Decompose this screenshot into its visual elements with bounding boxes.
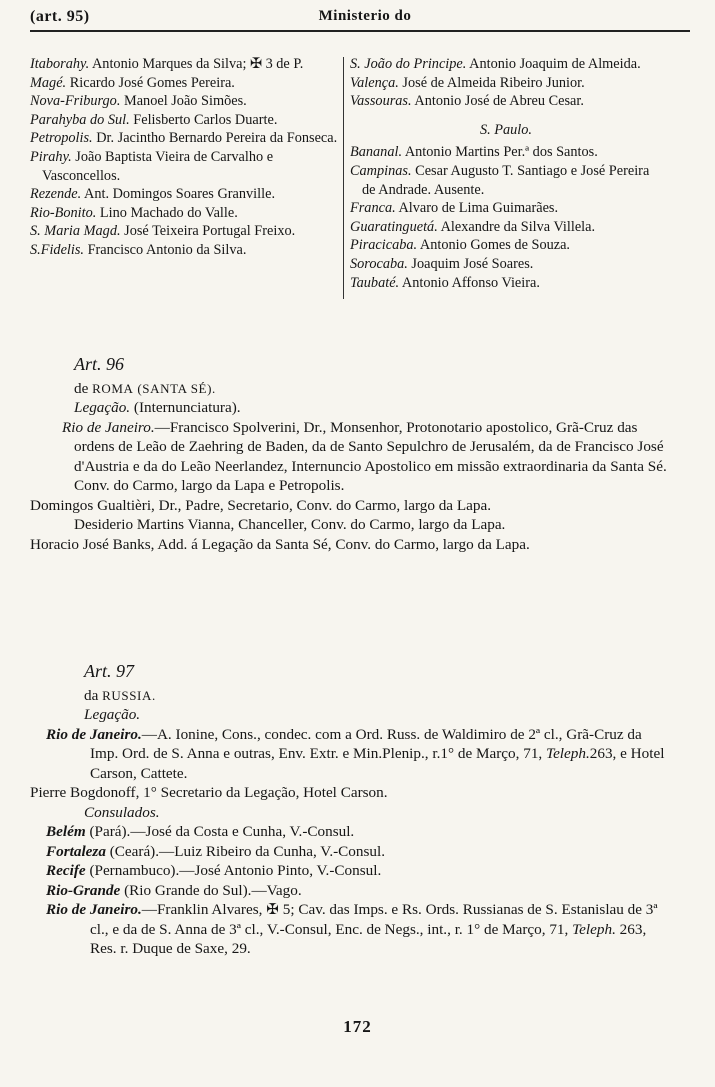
- page-number: 172: [343, 1017, 372, 1036]
- list-item: Rio de Janeiro.—A. Ionine, Cons., condec. com a Ord. Russ. de Waldimiro de 2ª cl., Grã-Cruz da Imp. Ord. de S. Anna e outras, Env. Extr. e Min.Plenip., r.1° de Março, 71, Teleph.263, e Hotel Carson, Cattete.: [46, 725, 665, 782]
- list-item: S. João do Principe. Antonio Joaquim de Almeida.: [350, 56, 641, 72]
- list-item: Rio de Janeiro.—Francisco Spolverini, Dr., Monsenhor, Protonotario apostolico, Grã-Cruz das ordens de Leão de Zaehring de Baden, da de Santo Sepulchro de Jerusalém, da de Francisco José d'Austria e da do Leão Neerlandez, Internuncio Apostolico em missão extraordinaria da Santa Sé. Conv. do Carmo, largo da Lapa e Petropolis.: [62, 418, 667, 494]
- article-subject: de ROMA (SANTA SÉ).: [74, 379, 216, 397]
- list-item: Belém (Pará).—José da Costa e Cunha, V.-Consul.: [46, 823, 355, 840]
- legation-heading: Legação. (Internunciatura).: [74, 399, 241, 416]
- list-item: Horacio José Banks, Add. á Legação da Santa Sé, Conv. do Carmo, largo da Lapa.: [30, 535, 530, 553]
- article-96: [30, 355, 670, 554]
- list-item: Pirahy. João Baptista Vieira de Carvalho e Vasconcellos.: [30, 148, 274, 184]
- list-item: Vassouras. Antonio José de Abreu Cesar.: [350, 93, 584, 110]
- list-item: Recife (Pernambuco).—José Antonio Pinto, V.-Consul.: [46, 862, 382, 879]
- list-item: Rio-Grande (Rio Grande do Sul).—Vago.: [46, 881, 302, 899]
- list-item: Bananal. Antonio Martins Per.ª dos Santos.: [350, 144, 598, 161]
- article-97: [30, 662, 670, 959]
- list-item: Parahyba do Sul. Felisberto Carlos Duarte.: [30, 111, 278, 128]
- list-item: Pierre Bogdonoff, 1° Secretario da Legação, Hotel Carson.: [30, 784, 388, 801]
- page-header: [30, 8, 695, 30]
- list-item: Rio-Bonito. Lino Machado do Valle.: [30, 204, 238, 221]
- article-subject: da RUSSIA.: [84, 686, 156, 704]
- list-item: Fortaleza (Ceará).—Luiz Ribeiro da Cunha, V.-Consul.: [46, 842, 386, 860]
- list-item: Itaborahy. Antonio Marques da Silva; ✠ 3 de P.: [30, 56, 304, 72]
- consulates-heading: Consulados.: [84, 803, 160, 821]
- list-item: Guaratinguetá. Alexandre da Silva Villela.: [350, 218, 596, 235]
- list-item: Domingos Gualtièri, Dr., Padre, Secretario, Conv. do Carmo, largo da Lapa.: [30, 496, 491, 514]
- subsection-heading: S. Paulo.: [479, 121, 533, 138]
- list-item: Valença. José de Almeida Ribeiro Junior.: [350, 74, 585, 91]
- column-divider: [343, 57, 344, 299]
- list-item: Desiderio Martins Vianna, Chanceller, Conv. do Carmo, largo da Lapa.: [74, 516, 506, 533]
- list-item: S.Fidelis. Francisco Antonio da Silva.: [30, 241, 247, 258]
- right-column: [350, 55, 662, 292]
- list-item: Piracicaba. Antonio Gomes de Souza.: [350, 237, 571, 254]
- legation-heading: Legação.: [84, 706, 141, 723]
- list-item: Rezende. Ant. Domingos Soares Granville.: [30, 186, 276, 203]
- article-title: Art. 97: [84, 661, 135, 681]
- list-item: Nova-Friburgo. Manoel João Simões.: [30, 93, 247, 110]
- list-item: Rio de Janeiro.—Franklin Alvares, ✠ 5; Cav. das Imps. e Rs. Ords. Russianas de S. Estanislau de 3ª cl., e da de S. Anna de 3ª cl., V.-Consul, Enc. de Negs., int., r. 1° de Março, 71, Teleph. 263, Res. r. Duque de Saxe, 29.: [46, 901, 658, 957]
- article-title: Art. 96: [74, 354, 125, 374]
- list-item: Campinas. Cesar Augusto T. Santiago e José Pereira de Andrade. Ausente.: [350, 162, 650, 198]
- list-item: Petropolis. Dr. Jacintho Bernardo Pereira da Fonseca.: [30, 130, 338, 147]
- header-running-title: Ministerio do: [318, 8, 412, 24]
- header-article-ref: (art. 95): [30, 8, 90, 25]
- header-rule: [30, 30, 690, 32]
- list-item: S. Maria Magd. José Teixeira Portugal Freixo.: [30, 223, 296, 240]
- list-item: Franca. Alvaro de Lima Guimarães.: [350, 200, 559, 217]
- list-item: Magé. Ricardo José Gomes Pereira.: [30, 74, 235, 91]
- list-item: Taubaté. Antonio Affonso Vieira.: [350, 274, 540, 291]
- left-column: [30, 55, 342, 260]
- list-item: Sorocaba. Joaquim José Soares.: [350, 255, 534, 272]
